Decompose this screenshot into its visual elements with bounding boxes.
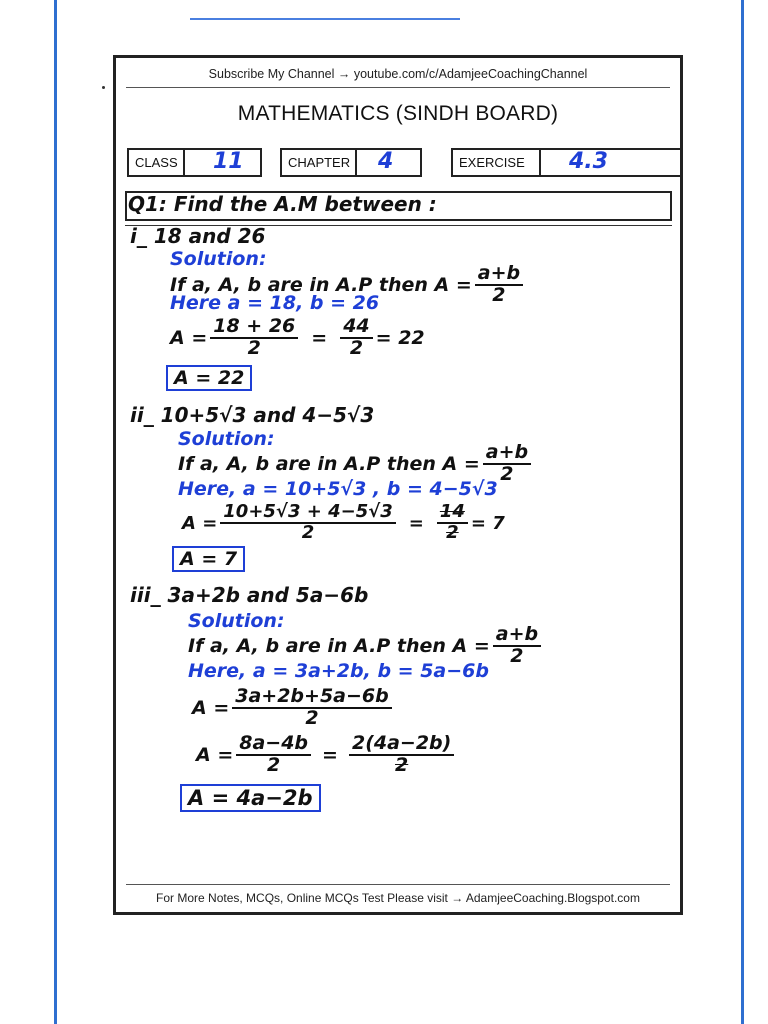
answer-box: A = 7: [172, 546, 245, 572]
chapter-label: CHAPTER: [288, 155, 351, 170]
chapter-value: 4: [378, 149, 394, 174]
scan-dot: [102, 86, 105, 89]
given-values: Here, a = 10+5√3 , b = 4−5√3: [178, 478, 498, 500]
answer-box: A = 4a−2b: [180, 784, 321, 812]
rule-line: If a, A, b are in A.P then A = $\frac{a+b}{2}$: [178, 442, 534, 486]
footer-text: For More Notes, MCQs, Online MCQs Test Please visit → AdamjeeCoaching.Blogspot.com: [156, 891, 640, 905]
step-line: A = $\frac{18 + 26}{2}$ = $\frac{44}{2}$ = 22: [170, 315, 425, 359]
solution-label: Solution:: [188, 610, 285, 632]
exercise-label: EXERCISE: [459, 155, 525, 170]
exercise-box: [451, 148, 683, 177]
step-line-2: A = $\frac{8a-4b}{2}$ = $\frac{2(4a-2b)}{2}$: [196, 730, 457, 780]
answer-box: A = 22: [166, 365, 252, 391]
part-heading: ii_ 10+5√3 and 4−5√3: [130, 403, 375, 427]
chapter-box: [280, 148, 422, 177]
subscribe-line: Subscribe My Channel → youtube.com/c/AdamjeeCoachingChannel: [208, 67, 588, 81]
solution-label: Solution:: [170, 248, 267, 270]
class-value: 11: [213, 149, 244, 174]
rule-line: If a, A, b are in A.P then A = $\frac{a+b}{2}$: [188, 624, 544, 668]
footer-divider: [126, 884, 670, 885]
given-values: Here, a = 3a+2b, b = 5a−6b: [188, 660, 489, 682]
notes-sheet: [113, 55, 683, 915]
step-line: A = $\frac{10+5√3 + 4-5√3}{2}$ = $\frac{14}{2}$ = 7: [182, 501, 505, 543]
header-divider: [126, 87, 670, 88]
step-line: A = $\frac{3a+2b+5a-6b}{2}$: [192, 684, 395, 732]
class-label: CLASS: [135, 155, 178, 170]
exercise-value: 4.3: [569, 149, 608, 174]
solution-label: Solution:: [178, 428, 275, 450]
class-box: [127, 148, 262, 177]
page-title: MATHEMATICS (SINDH BOARD): [237, 102, 559, 125]
part-heading: i_ 18 and 26: [130, 224, 266, 248]
scan-left-edge: [54, 0, 57, 1024]
part-heading: iii_ 3a+2b and 5a−6b: [130, 583, 369, 607]
question-text: Q1: Find the A.M between :: [128, 192, 437, 216]
scan-right-edge: [741, 0, 744, 1024]
given-values: Here a = 18, b = 26: [170, 292, 380, 314]
rule-text: If a, A, b are in A.P then A =: [170, 274, 472, 296]
scan-top-line: [190, 18, 460, 20]
rule-fraction: $\frac{a+b}{2}$: [475, 264, 523, 306]
